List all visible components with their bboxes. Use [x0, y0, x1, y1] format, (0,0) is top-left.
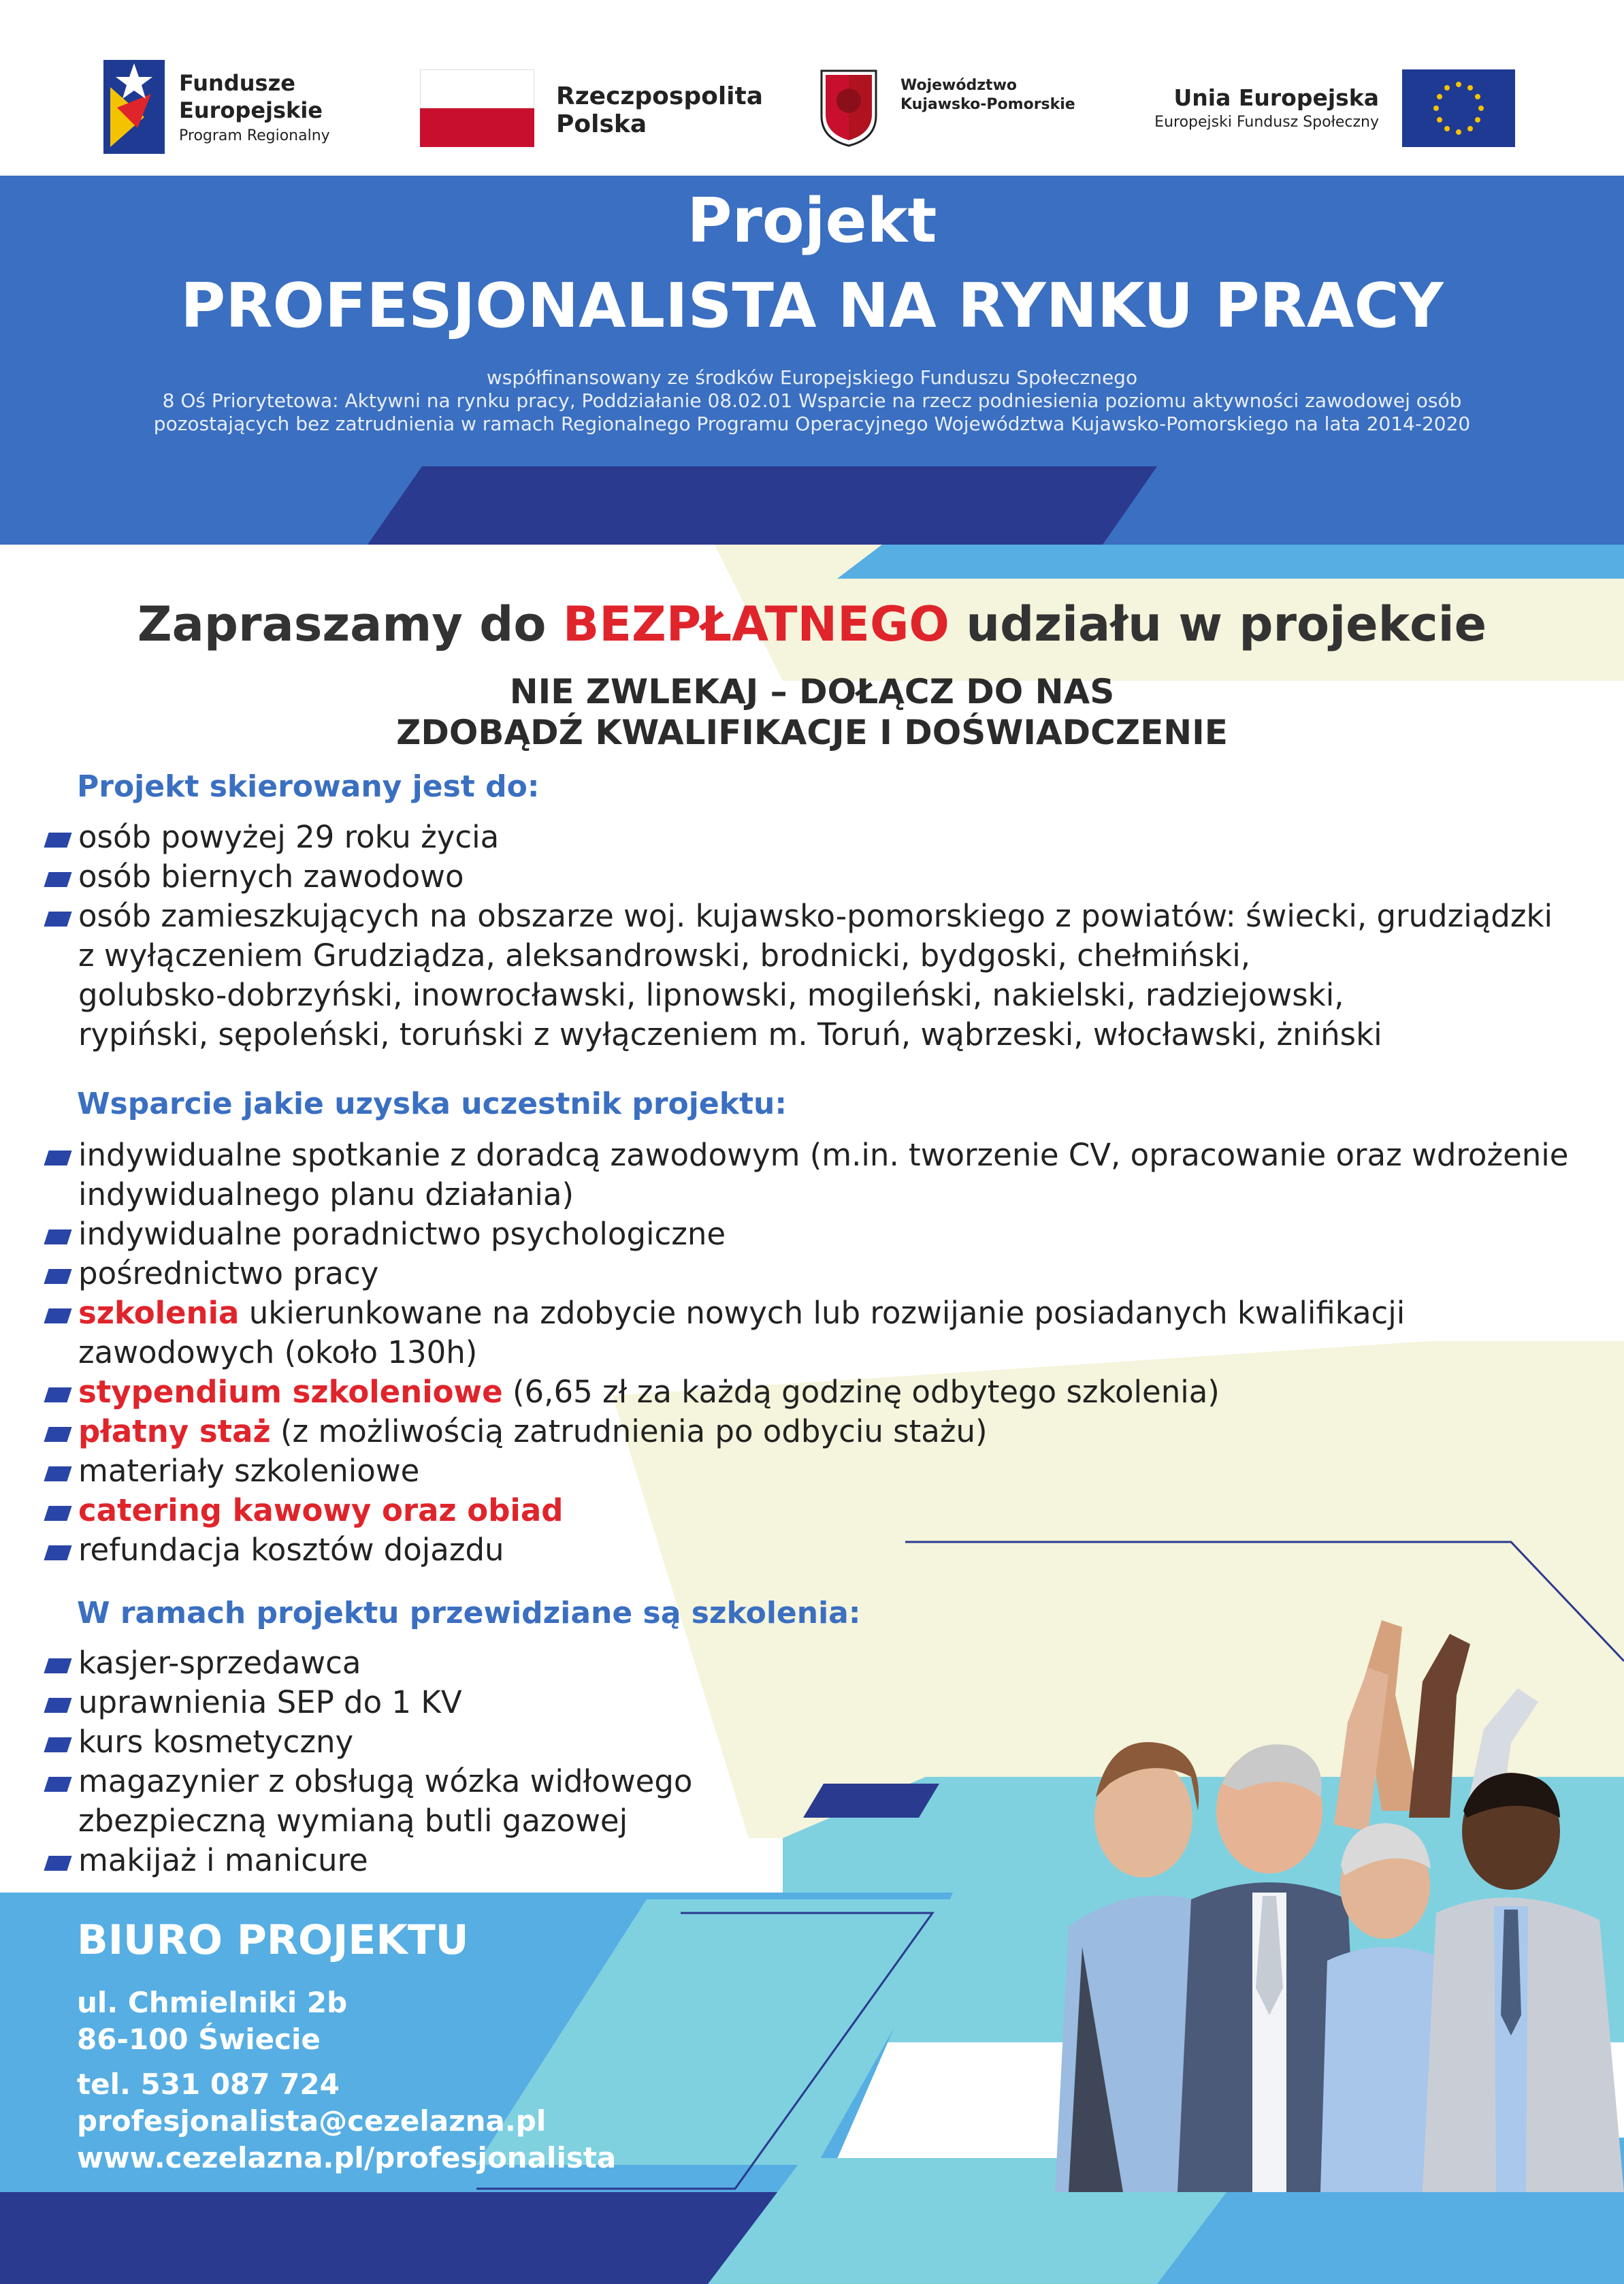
priority-axis-line: 8 Oś Priorytetowa: Aktywni na rynku pracy, Poddziałanie 08.02.01 Wsparcie na rzecz podniesienia poziomu aktywności zawodowej osób [162, 389, 1462, 412]
bullet-icon [44, 1387, 71, 1402]
bullet-icon [44, 1545, 71, 1560]
tagline-gain: ZDOBĄDŹ KWALIFIKACJE I DOŚWIADCZENIE [396, 713, 1228, 752]
office-street: ul. Chmielniki 2b [77, 1986, 348, 2019]
support-item-continuation: zawodowych (około 130h) [78, 1334, 478, 1370]
kp-logo-line2: Kujawsko-Pomorskie [900, 96, 1075, 113]
kujawsko-pomorskie-coat-of-arms-icon [819, 68, 879, 148]
rp-logo-line2: Polska [556, 110, 647, 138]
invitation-before: Zapraszamy do [137, 596, 563, 652]
fe-logo-line3: Program Regionalny [179, 127, 330, 144]
support-text: (z możliwością zatrudnienia po odbyciu stażu) [270, 1413, 988, 1449]
bullet-icon [44, 912, 71, 927]
cheering-team-photo [1041, 1607, 1624, 2192]
support-item [78, 1491, 563, 1530]
support-item: materiały szkoleniowe [78, 1453, 420, 1489]
support-item: indywidualne poradnictwo psychologiczne [78, 1216, 726, 1252]
support-text: (6,65 zł za każdą godzinę odbytego szkolenia) [502, 1374, 1220, 1410]
target-item: osób zamieszkujących na obszarze woj. kujawsko-pomorskiego z powiatów: świecki, grudziądzki [78, 898, 1553, 934]
office-website-link[interactable]: www.cezelazna.pl/profesjonalista [77, 2141, 617, 2174]
kp-logo-line1: Województwo [900, 77, 1018, 94]
bullet-icon [44, 1151, 71, 1165]
invitation-heading [0, 594, 1624, 655]
bullet-icon [44, 1269, 71, 1284]
support-item-continuation: indywidualnego planu działania) [78, 1176, 574, 1212]
bullet-icon [44, 1658, 71, 1673]
bullet-icon [44, 1427, 71, 1442]
target-item-continuation: rypiński, sępoleński, toruński z wyłączeniem m. Toruń, wąbrzeski, włocławski, żniński [78, 1016, 1382, 1052]
bullet-icon [44, 1229, 71, 1244]
support-highlight: płatny staż [78, 1413, 271, 1449]
support-heading: Wsparcie jakie uzyska uczestnik projektu: [77, 1087, 787, 1121]
bullet-icon [44, 1777, 71, 1792]
training-item-continuation: zbezpieczną wymianą butli gazowej [78, 1803, 628, 1839]
fe-logo-line1: Fundusze [179, 70, 295, 96]
support-text: ukierunkowane na zdobycie nowych lub rozwijanie posiadanych kwalifikacji [239, 1295, 1406, 1331]
training-item: magazynier z obsługą wózka widłowego [78, 1763, 693, 1799]
bullet-icon [44, 872, 71, 887]
bullet-icon [44, 1737, 71, 1752]
support-item [78, 1293, 1405, 1333]
trainings-heading: W ramach projektu przewidziane są szkolenia: [77, 1596, 861, 1630]
project-label: Projekt [687, 185, 937, 257]
polish-flag-icon [420, 69, 534, 147]
tagline-join: NIE ZWLEKAJ – DOŁĄCZ DO NAS [509, 672, 1115, 711]
office-heading: BIURO PROJEKTU [77, 1916, 469, 1964]
training-item: kurs kosmetyczny [78, 1724, 354, 1760]
target-item-continuation: z wyłączeniem Grudziądza, aleksandrowski, brodnicki, bydgoski, chełmiński, [78, 937, 1251, 974]
navy-small-shape [803, 1784, 939, 1818]
office-email-link[interactable]: profesjonalista@cezelazna.pl [77, 2104, 547, 2138]
fundusze-europejskie-logo-icon [103, 60, 165, 154]
office-city: 86-100 Świecie [77, 2023, 321, 2056]
invitation-after: udziału w projekcie [949, 596, 1487, 652]
support-highlight: szkolenia [78, 1295, 240, 1331]
project-title: PROFESJONALISTA NA RYNKU PRACY [180, 270, 1444, 342]
cofinancing-line: współfinansowany ze środków Europejskiego Funduszu Społecznego [486, 366, 1138, 389]
bullet-icon [44, 1466, 71, 1481]
bullet-icon [44, 1856, 71, 1871]
support-item [78, 1412, 988, 1451]
office-phone: tel. 531 087 724 [77, 2068, 340, 2101]
support-highlight: catering kawowy oraz obiad [78, 1492, 564, 1528]
bullet-icon [44, 1506, 71, 1521]
bullet-icon [44, 833, 71, 848]
rp-logo-line1: Rzeczpospolita [556, 82, 763, 110]
bullet-icon [44, 1308, 71, 1323]
target-item: osób powyżej 29 roku życia [78, 819, 500, 855]
support-item: indywidualne spotkanie z doradcą zawodowym (m.in. tworzenie CV, opracowanie oraz wdrożenie [78, 1137, 1569, 1173]
target-item: osób biernych zawodowo [78, 858, 464, 895]
support-item [78, 1372, 1220, 1412]
target-heading: Projekt skierowany jest do: [77, 769, 540, 804]
training-item: uprawnienia SEP do 1 KV [78, 1684, 462, 1720]
header-navy-stripe [368, 466, 1157, 545]
eu-flag-icon [1402, 69, 1515, 147]
invitation-free-highlight: BEZPŁATNEGO [562, 596, 949, 652]
ue-logo-line1: Unia Europejska [1173, 84, 1379, 111]
bullet-icon [44, 1698, 71, 1713]
support-highlight: stypendium szkoleniowe [78, 1374, 503, 1410]
training-item: makijaż i manicure [78, 1842, 368, 1878]
support-item: refundacja kosztów dojazdu [78, 1532, 504, 1568]
target-item-continuation: golubsko-dobrzyński, inowrocławski, lipnowski, mogileński, nakielski, radziejowski, [78, 977, 1344, 1013]
support-item: pośrednictwo pracy [78, 1255, 379, 1291]
training-item: kasjer-sprzedawca [78, 1645, 361, 1681]
ue-logo-line2: Europejski Fundusz Społeczny [1154, 114, 1379, 131]
fe-logo-line2: Europejskie [179, 97, 323, 123]
program-line: pozostających bez zatrudnienia w ramach Regionalnego Programu Operacyjnego Województwa Kujawsko-Pomorskiego na lata 2014-2020 [153, 413, 1471, 435]
